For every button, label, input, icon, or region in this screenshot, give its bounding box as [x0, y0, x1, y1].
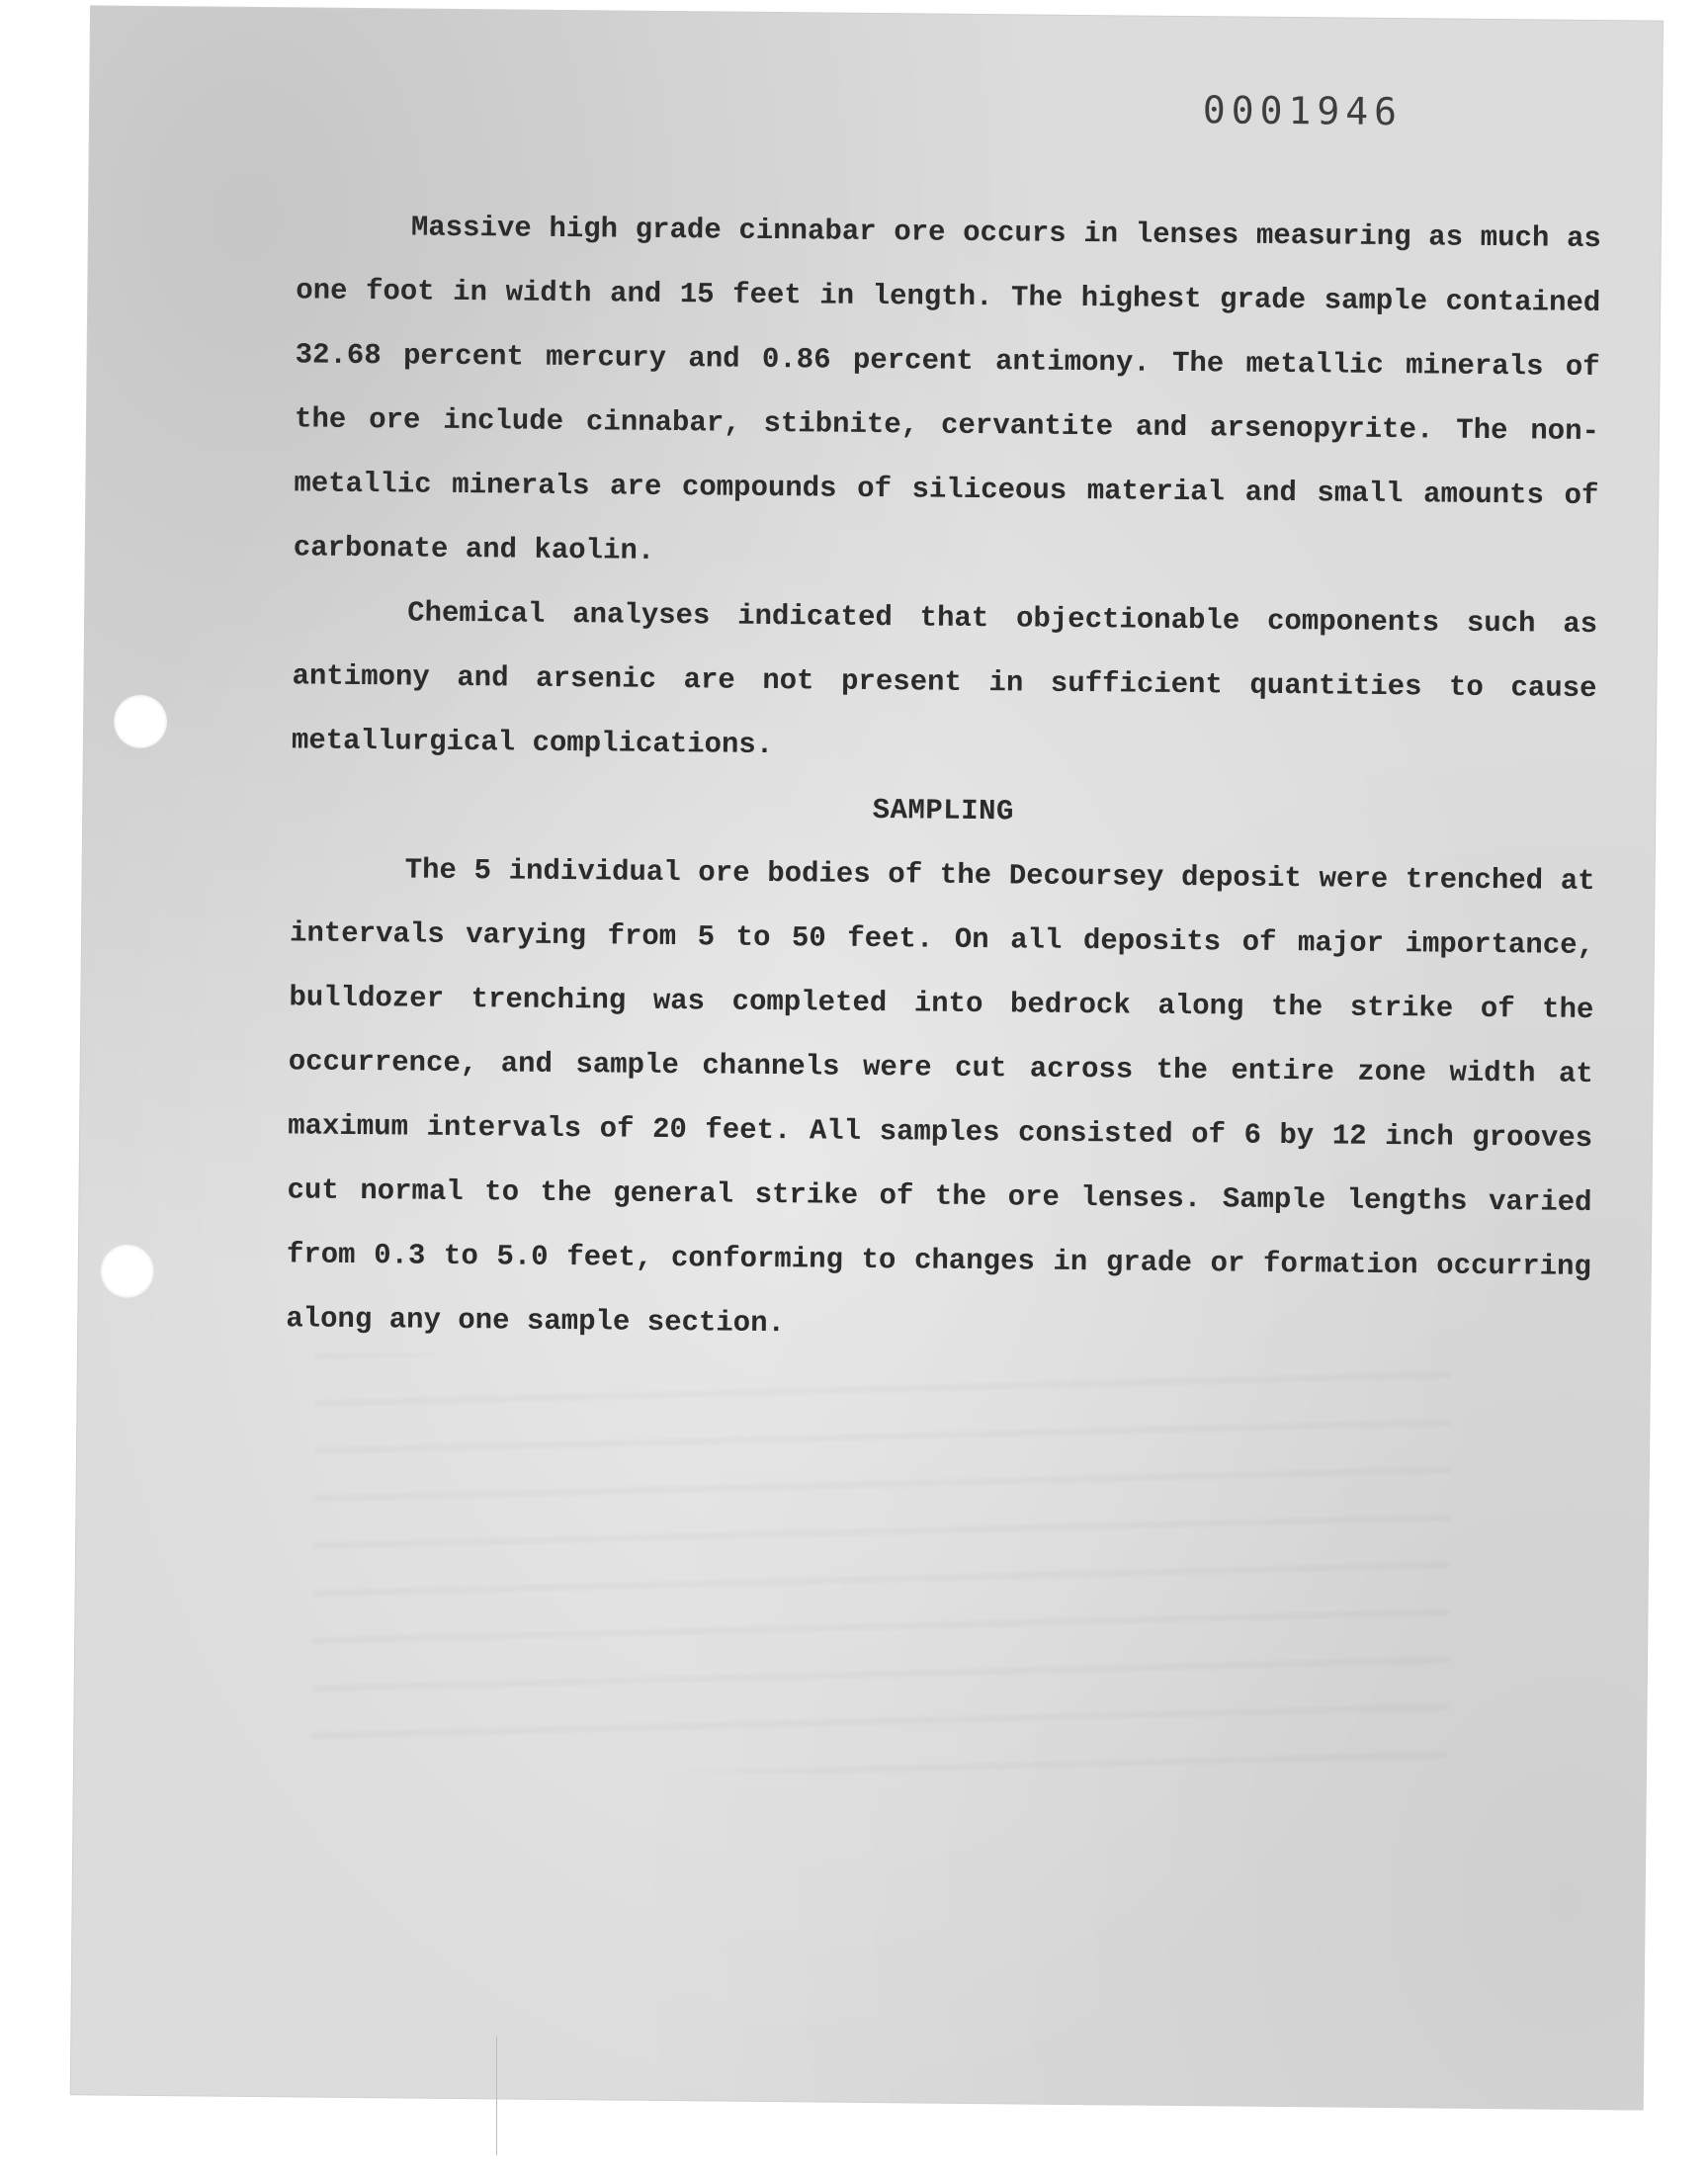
paragraph-cinnabar-ore: Massive high grade cinnabar ore occurs in lenses measuring as much as one foot in width and 15 feet in length. The highest grade sample contained 32.68 percent mercury and 0.86 percent antimony. The metallic minerals of the ore include cinnabar, stibnite, cervantite and arsenopyrite. The non-metallic minerals are compounds of siliceous material and small amounts of carbonate and kaolin. [293, 211, 1602, 567]
paragraph-sampling: The 5 individual ore bodies of the Decoursey deposit were trenched at intervals varying from 5 to 50 feet. On all deposits of major importance, bulldozer trenching was completed into bedrock along the strike of the occurrence, and sample channels were cut across the entire zone width at maximum intervals of 20 feet. All samples consisted of 6 by 12 inch grooves cut normal to the general strike of the ore lenses. Sample lengths varied from 0.3 to 5.0 feet, conforming to changes in grade or formation occurring along any one sample section. [286, 853, 1595, 1341]
paper-sheet [71, 6, 1663, 2109]
paragraph-chemical-analyses: Chemical analyses indicated that objectionable components such as antimony and arsenic are not present in sufficient quantities to cause metallurgical complications. [291, 596, 1598, 762]
scan-artifact-line [496, 2037, 497, 2155]
reverse-side-bleed-through [311, 1353, 1452, 1780]
section-heading-sampling: SAMPLING [872, 793, 1015, 828]
document-body [286, 194, 1601, 1363]
punch-hole-bottom [100, 1245, 154, 1299]
document-number: 0001946 [1202, 88, 1404, 134]
punch-hole-top [114, 695, 168, 749]
